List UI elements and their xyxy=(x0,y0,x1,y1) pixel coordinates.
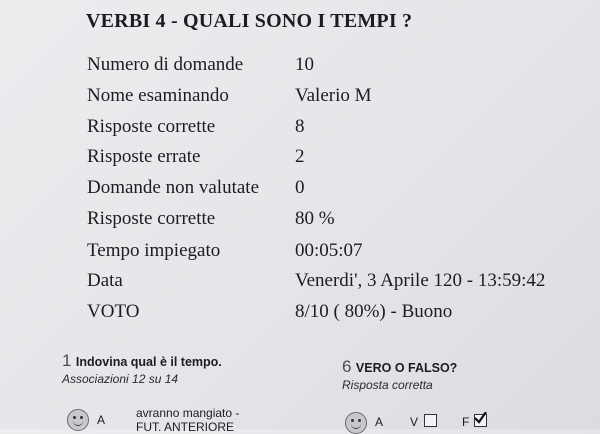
summary-value: 80 % xyxy=(295,208,335,229)
summary-label: Tempo impiegato xyxy=(87,240,221,261)
summary-value: 2 xyxy=(295,146,305,167)
smiley-icon xyxy=(67,409,89,431)
true-checkbox[interactable] xyxy=(424,414,437,427)
page-title: VERBI 4 - QUALI SONO I TEMPI ? xyxy=(86,10,413,32)
summary-label: Nome esaminando xyxy=(87,85,229,106)
summary-label: Risposte corrette xyxy=(87,116,216,137)
summary-value: 8/10 ( 80%) - Buono xyxy=(295,301,453,322)
question-number: 6 xyxy=(342,357,352,376)
true-label: V xyxy=(410,415,419,429)
summary-value: 0 xyxy=(295,177,305,198)
summary-value: Valerio M xyxy=(295,85,372,106)
answer-text-continued: FUT. ANTERIORE xyxy=(136,420,235,434)
option-letter: A xyxy=(375,415,384,429)
answer-text: avranno mangiato - xyxy=(136,406,240,420)
false-checkbox[interactable] xyxy=(474,414,487,427)
summary-label: Numero di domande xyxy=(87,54,244,75)
question-heading: VERO O FALSO? xyxy=(355,361,458,375)
question-subtitle: Risposta corretta xyxy=(342,378,433,392)
summary-value: Venerdi', 3 Aprile 120 - 13:59:42 xyxy=(295,270,546,291)
summary-label: Domande non valutate xyxy=(87,177,260,198)
question-subtitle: Associazioni 12 su 14 xyxy=(62,372,179,386)
option-letter: A xyxy=(97,413,106,427)
question-heading: Indovina qual è il tempo. xyxy=(75,355,222,369)
summary-value: 10 xyxy=(295,54,314,75)
summary-value: 8 xyxy=(295,116,305,137)
checkmark-icon xyxy=(474,412,487,425)
false-label: F xyxy=(462,415,470,429)
summary-value: 00:05:07 xyxy=(295,240,363,261)
question-1-header xyxy=(62,351,222,386)
summary-label: Risposte corrette xyxy=(87,208,216,229)
question-6-header xyxy=(342,357,457,392)
question-number: 1 xyxy=(62,351,72,370)
smiley-icon xyxy=(345,412,367,434)
summary-label: Data xyxy=(87,270,123,291)
summary-label: Risposte errate xyxy=(87,146,201,167)
summary-label: VOTO xyxy=(87,301,140,322)
